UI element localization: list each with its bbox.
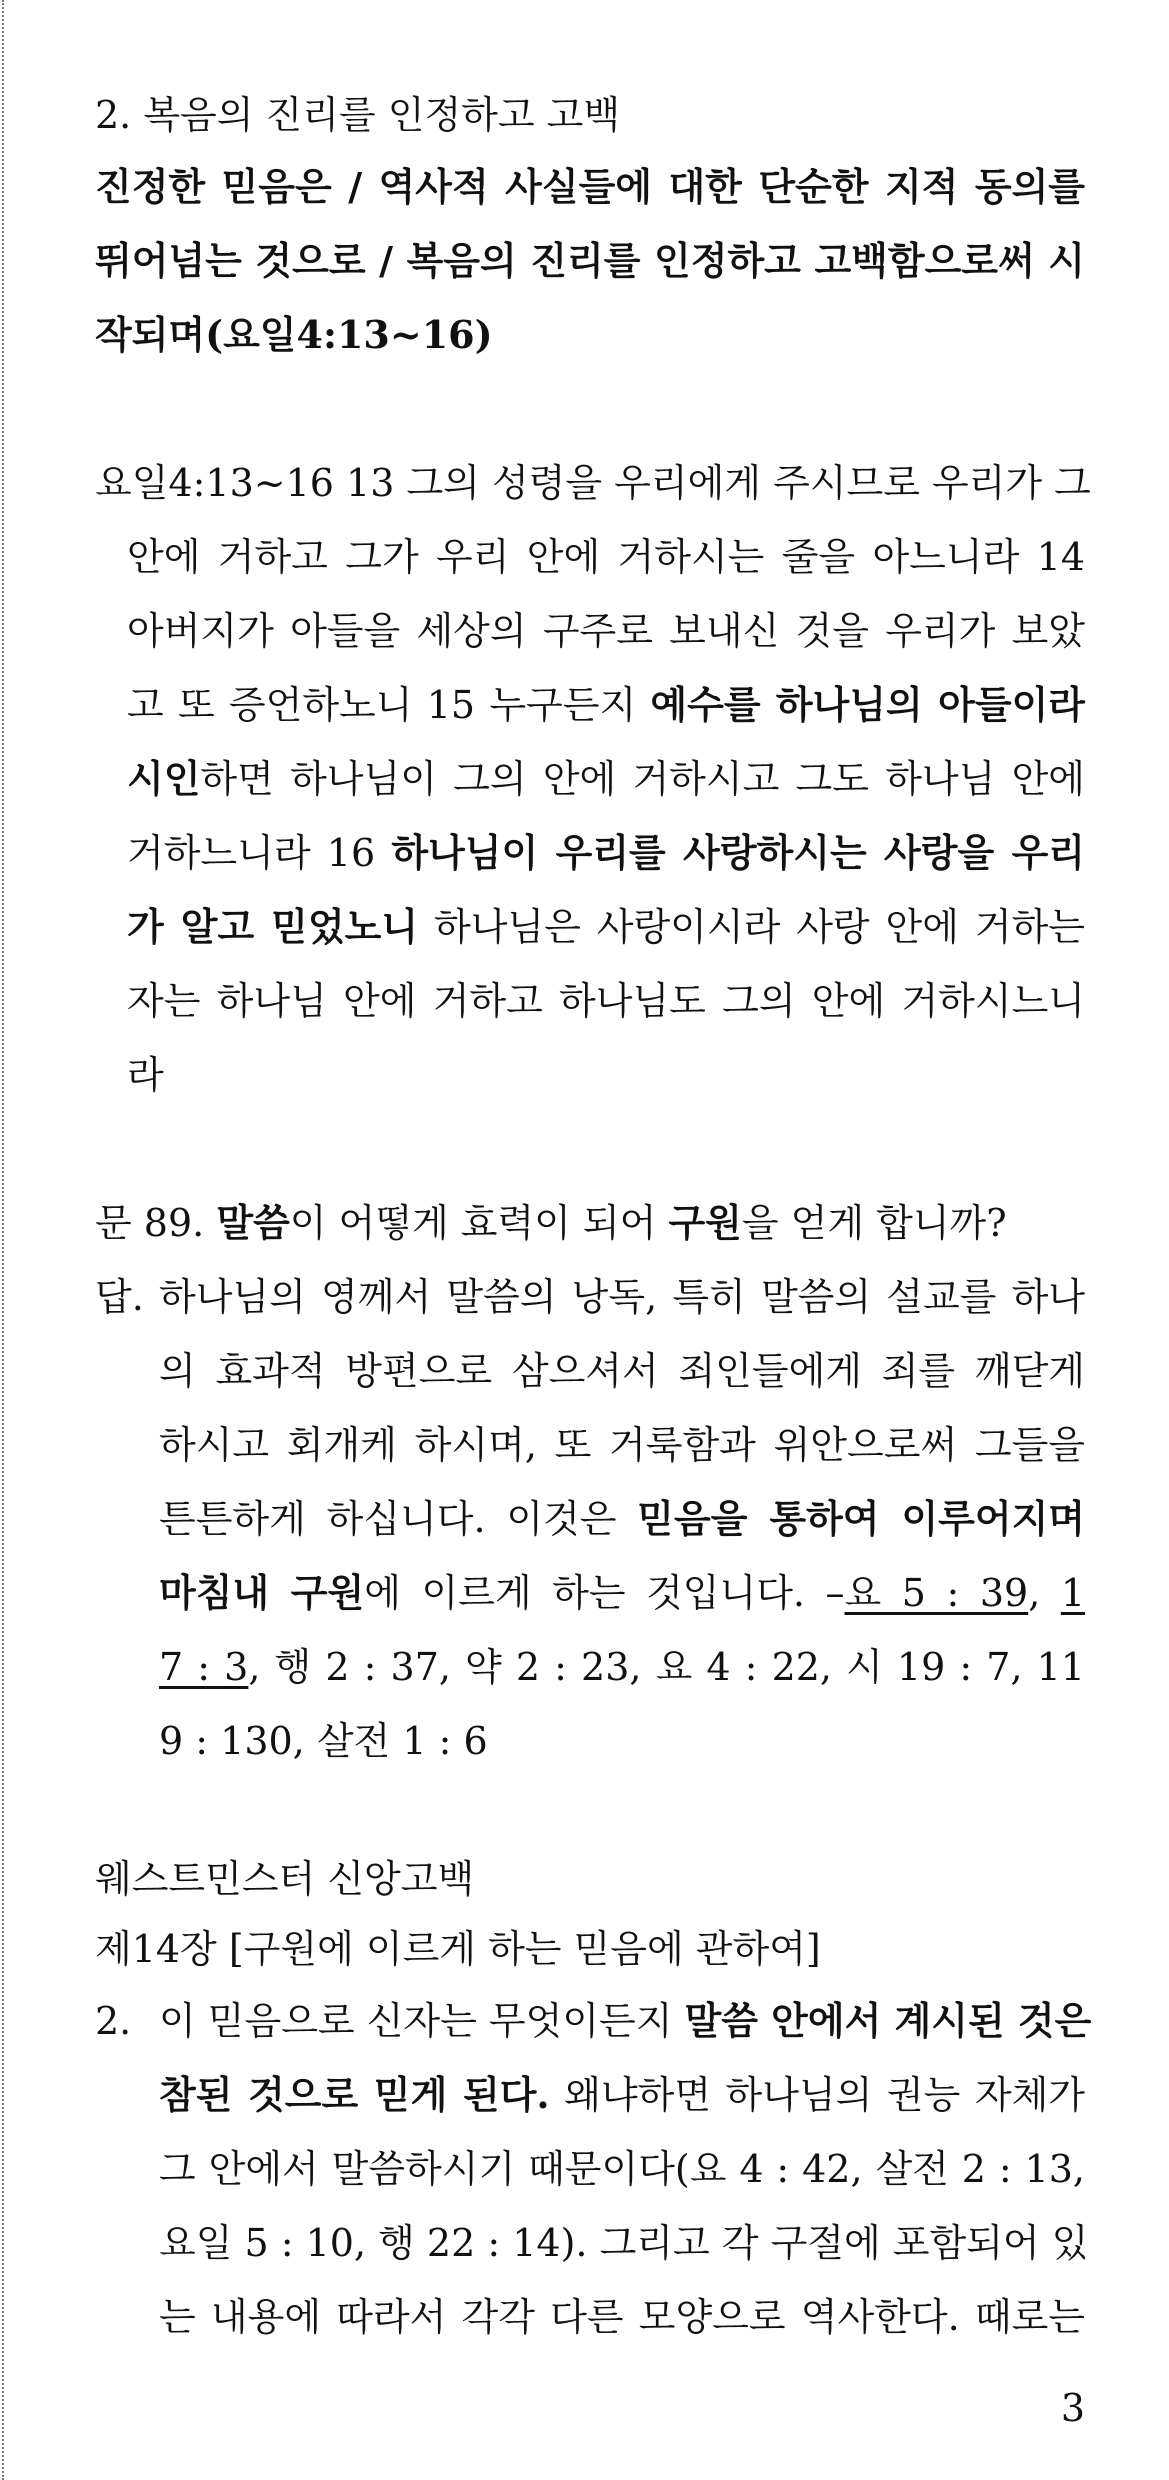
answer-line-2: 의 효과적 방편으로 삼으셔서 죄인들에게 죄를 깨닫게 — [159, 1349, 1085, 1393]
document-page — [95, 80, 1092, 2354]
page-number: 3 — [1060, 2386, 1085, 2430]
confession-line-3: 그 안에서 말씀하시기 때문이다(요 4 : 42, 살전 2 : 13, — [159, 2147, 1085, 2191]
emphasis: 예수를 하나님의 아들이라 — [650, 682, 1085, 727]
scripture-line-8: 자는 하나님 안에 거하고 하나님도 그의 안에 거하시느니 — [127, 979, 1085, 1023]
scripture-line-2: 안에 거하고 그가 우리 안에 거하시는 줄을 아느니라 14 — [127, 535, 1085, 579]
confession-line-1: 2. 이 믿음으로 신자는 무엇이든지 말씀 안에서 계시된 것은 — [95, 1984, 1085, 2058]
emphasis: 하나님이 우리를 사랑하시는 사랑을 우리 — [391, 830, 1085, 875]
confession-title: 웨스트민스터 신앙고백 — [95, 1857, 475, 1901]
left-dotted-border — [2, 0, 4, 2480]
scripture-line-9: 라 — [127, 1053, 164, 1097]
answer-line-7: 9 : 130, 살전 1 : 6 — [159, 1719, 488, 1763]
answer-line-1: 답. 하나님의 영께서 말씀의 낭독, 특히 말씀의 설교를 하나 — [95, 1260, 1085, 1334]
emphasis: 믿음을 통하여 이루어지며 — [637, 1496, 1086, 1541]
reference-link: 1 — [1060, 1571, 1085, 1615]
reference-link: 요 5 : 39 — [844, 1571, 1029, 1615]
confession-line-4: 요일 5 : 10, 행 22 : 14). 그리고 각 구절에 포함되어 있 — [159, 2221, 1089, 2265]
reference-link: 7 : 3 — [159, 1645, 249, 1689]
section-heading: 2. 복음의 진리를 인정하고 고백 — [95, 93, 621, 137]
emphasis: 말씀 안에서 계시된 것은 — [684, 1998, 1092, 2043]
confession-line-5: 는 내용에 따라서 각각 다른 모양으로 역사한다. 때로는 — [159, 2295, 1085, 2339]
emphasis: 가 알고 믿었노니 — [127, 904, 419, 949]
scripture-line-3: 아버지가 아들을 세상의 구주로 보내신 것을 우리가 보았 — [127, 609, 1085, 653]
scripture-line-7: 가 알고 믿었노니 하나님은 사랑이시라 사랑 안에 거하는 — [127, 904, 1085, 949]
confession-line-2: 참된 것으로 믿게 된다. 왜냐하면 하나님의 권능 자체가 — [159, 2072, 1085, 2117]
scripture-block — [95, 446, 1091, 1112]
scripture-line-5: 시인하면 하나님이 그의 안에 거하시고 그도 하나님 안에 — [127, 756, 1085, 801]
scripture-line-6: 거하느니라 16 하나님이 우리를 사랑하시는 사랑을 우리 — [127, 830, 1085, 875]
emphasis: 말씀 — [216, 1200, 290, 1245]
emphasis: 시인 — [127, 756, 201, 801]
catechism-qa — [95, 1186, 1085, 1778]
confession-block — [95, 1844, 1092, 2354]
emphasis: 구원 — [668, 1200, 742, 1245]
scripture-line-4: 고 또 증언하노니 15 누구든지 예수를 하나님의 아들이라 — [127, 682, 1085, 727]
emphasis: 마침내 구원 — [159, 1570, 365, 1615]
answer-line-3: 하시고 회개케 하시며, 또 거룩함과 위안으로써 그들을 — [159, 1423, 1085, 1467]
answer-line-6: 7 : 3, 행 2 : 37, 약 2 : 23, 요 4 : 22, 시 19 : 7, 11 — [159, 1645, 1085, 1689]
item-number: 2. — [95, 1999, 132, 2043]
question-line: 문 89. 말씀이 어떻게 효력이 되어 구원을 얻게 합니까? — [95, 1200, 1007, 1245]
section-text-line-3: 작되며(요일4:13~16) — [95, 312, 493, 357]
answer-line-5: 마침내 구원에 이르게 하는 것입니다. –요 5 : 39, 1 — [159, 1570, 1085, 1615]
answer-line-4: 튼튼하게 하십니다. 이것은 믿음을 통하여 이루어지며 — [159, 1496, 1086, 1541]
section-text-line-1: 진정한 믿음은 / 역사적 사실들에 대한 단순한 지적 동의를 — [95, 164, 1085, 209]
answer-label: 답. — [95, 1275, 144, 1319]
scripture-line-1: 요일4:13~16 13 그의 성령을 우리에게 주시므로 우리가 그 — [95, 461, 1091, 505]
confession-chapter: 제14장 [구원에 이르게 하는 믿음에 관하여] — [95, 1927, 821, 1971]
emphasis: 참된 것으로 믿게 된다. — [159, 2072, 550, 2117]
section-text-line-2: 뛰어넘는 것으로 / 복음의 진리를 인정하고 고백함으로써 시 — [95, 238, 1085, 283]
